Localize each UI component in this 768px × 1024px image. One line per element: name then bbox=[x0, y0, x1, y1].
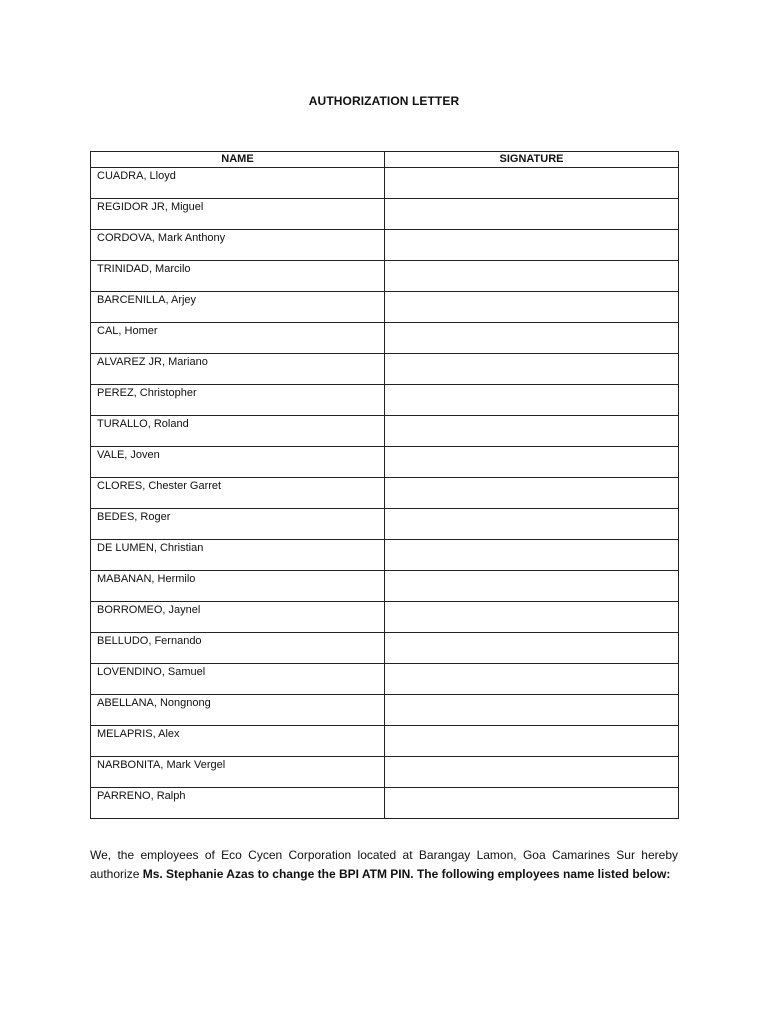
employee-name-cell: TRINIDAD, Marcilo bbox=[91, 261, 385, 292]
signature-cell bbox=[385, 664, 679, 695]
table-row bbox=[91, 757, 679, 788]
employee-name-cell: BELLUDO, Fernando bbox=[91, 633, 385, 664]
employee-name-cell: MABANAN, Hermilo bbox=[91, 571, 385, 602]
signature-cell bbox=[385, 509, 679, 540]
signature-cell bbox=[385, 695, 679, 726]
statement-text-part1: We, the employees of Eco Cycen Corporation located at Barangay Lamon, Goa Camarines Sur hereby authorize bbox=[90, 848, 678, 881]
employee-name-cell: CUADRA, Lloyd bbox=[91, 168, 385, 199]
signature-table bbox=[90, 151, 679, 819]
table-body bbox=[91, 168, 679, 819]
signature-cell bbox=[385, 757, 679, 788]
table-row bbox=[91, 168, 679, 199]
table-row bbox=[91, 230, 679, 261]
employee-name-cell: PARRENO, Ralph bbox=[91, 788, 385, 819]
employee-name-cell: PEREZ, Christopher bbox=[91, 385, 385, 416]
table-row bbox=[91, 788, 679, 819]
document-title: AUTHORIZATION LETTER bbox=[308, 94, 460, 108]
signature-cell bbox=[385, 478, 679, 509]
employee-name-cell: BEDES, Roger bbox=[91, 509, 385, 540]
signature-cell bbox=[385, 416, 679, 447]
table-row bbox=[91, 571, 679, 602]
employee-name-cell: ALVAREZ JR, Mariano bbox=[91, 354, 385, 385]
table-row bbox=[91, 478, 679, 509]
signature-cell bbox=[385, 261, 679, 292]
table-row bbox=[91, 726, 679, 757]
table-row bbox=[91, 602, 679, 633]
table-row bbox=[91, 323, 679, 354]
table-row bbox=[91, 695, 679, 726]
employee-name-cell: CAL, Homer bbox=[91, 323, 385, 354]
table-row bbox=[91, 416, 679, 447]
employee-name-cell: NARBONITA, Mark Vergel bbox=[91, 757, 385, 788]
signature-column-header: SIGNATURE bbox=[385, 152, 679, 168]
authorized-person: Ms. Stephanie Azas bbox=[142, 867, 255, 881]
table-header-row bbox=[91, 152, 679, 168]
employee-name-cell: ABELLANA, Nongnong bbox=[91, 695, 385, 726]
table-row bbox=[91, 633, 679, 664]
table-row bbox=[91, 447, 679, 478]
authorization-statement bbox=[90, 846, 678, 884]
signature-cell bbox=[385, 354, 679, 385]
table-row bbox=[91, 509, 679, 540]
table-row bbox=[91, 261, 679, 292]
signature-cell bbox=[385, 602, 679, 633]
table-row bbox=[91, 540, 679, 571]
employee-name-cell: BORROMEO, Jaynel bbox=[91, 602, 385, 633]
employee-name-cell: REGIDOR JR, Miguel bbox=[91, 199, 385, 230]
signature-cell bbox=[385, 168, 679, 199]
signature-cell bbox=[385, 540, 679, 571]
employee-name-cell: MELAPRIS, Alex bbox=[91, 726, 385, 757]
signature-cell bbox=[385, 788, 679, 819]
table-row bbox=[91, 664, 679, 695]
employee-name-cell: TURALLO, Roland bbox=[91, 416, 385, 447]
signature-cell bbox=[385, 385, 679, 416]
employee-name-cell: VALE, Joven bbox=[91, 447, 385, 478]
signature-cell bbox=[385, 633, 679, 664]
employee-name-cell: LOVENDINO, Samuel bbox=[91, 664, 385, 695]
employee-name-cell: DE LUMEN, Christian bbox=[91, 540, 385, 571]
signature-cell bbox=[385, 571, 679, 602]
signature-cell bbox=[385, 292, 679, 323]
signature-cell bbox=[385, 199, 679, 230]
employee-name-cell: CLORES, Chester Garret bbox=[91, 478, 385, 509]
signature-cell bbox=[385, 230, 679, 261]
employee-name-cell: BARCENILLA, Arjey bbox=[91, 292, 385, 323]
signature-cell bbox=[385, 726, 679, 757]
employee-name-cell: CORDOVA, Mark Anthony bbox=[91, 230, 385, 261]
statement-text-part2: to change the BPI ATM PIN. The following employees name listed below: bbox=[254, 867, 671, 881]
table-row bbox=[91, 199, 679, 230]
name-column-header: NAME bbox=[91, 152, 385, 168]
table-row bbox=[91, 292, 679, 323]
signature-cell bbox=[385, 323, 679, 354]
table-row bbox=[91, 354, 679, 385]
signature-cell bbox=[385, 447, 679, 478]
table-row bbox=[91, 385, 679, 416]
